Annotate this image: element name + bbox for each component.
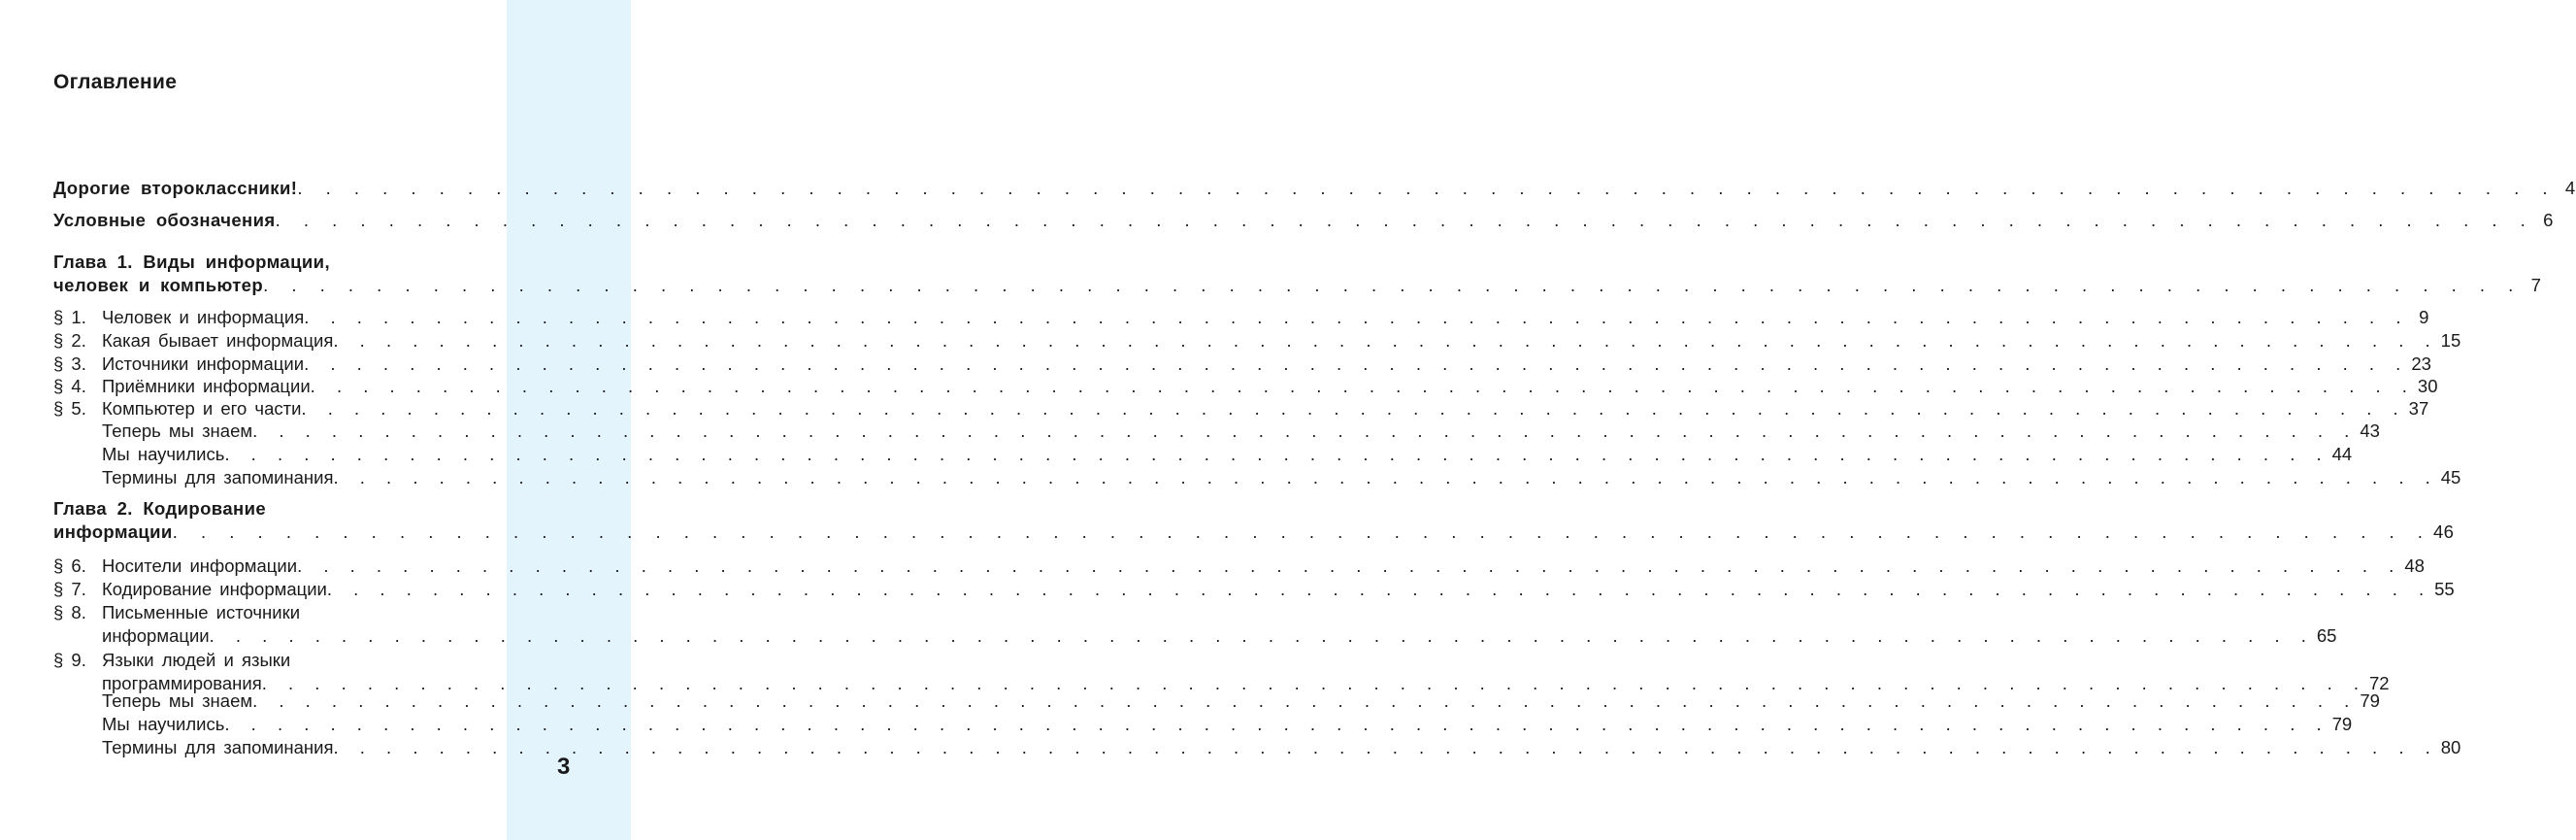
dot-leader: . . . . . . . . . . . . . . . . . . . . . . . . . . . . . . . . . . . . . . . . . . . . . . . . . . . . . . . . . . . . . . . . . . . . . . . . . . . . . . . .: [297, 555, 2401, 576]
entry-page-number: 30: [2417, 376, 2438, 396]
entry-title: Глава 2. Кодирование: [53, 498, 267, 519]
entry-title: Письменные источники: [102, 602, 301, 622]
section-number: § 9.: [53, 650, 86, 670]
toc-entry[interactable]: [53, 649, 2390, 694]
entry-title: Мы научились: [102, 444, 225, 464]
section-number: § 4.: [53, 376, 86, 396]
entry-title: Теперь мы знаем: [102, 690, 253, 711]
section-number: § 6.: [53, 555, 86, 576]
toc-entry[interactable]: [53, 443, 2353, 466]
entry-title: Человек и информация: [102, 307, 305, 327]
dot-leader: . . . . . . . . . . . . . . . . . . . . . . . . . . . . . . . . . . . . . . . . . . . . . . . . . . . . . . . . . . . . . . . . . . . . . . . . . . . . . . . .: [209, 624, 2313, 646]
entry-page-number: 7: [2530, 274, 2542, 295]
section-number: § 7.: [53, 579, 86, 599]
entry-page-number: 9: [2419, 307, 2429, 327]
dot-leader: . . . . . . . . . . . . . . . . . . . . . . . . . . . . . . . . . . . . . . . . . . . . . . . . . . . . . . . . . . . . . . . . . . . . . . . . . . . . . . . .: [224, 444, 2328, 464]
dot-leader: . . . . . . . . . . . . . . . . . . . . . . . . . . . . . . . . . . . . . . . . . . . . . . . . . . . . . . . . . . . . . . . . . . . . . . . . . . . . . . . .: [252, 690, 2357, 711]
dot-leader: . . . . . . . . . . . . . . . . . . . . . . . . . . . . . . . . . . . . . . . . . . . . . . . . . . . . . . . . . . . . . . . . . . . . . . . . . . . . . . . .: [304, 353, 2408, 374]
page-number: 3: [557, 754, 571, 780]
entry-title: Кодирование информации: [102, 579, 327, 599]
entry-title: Термины для запоминания: [102, 467, 334, 487]
toc-entry[interactable]: [53, 736, 2461, 759]
dot-leader: . . . . . . . . . . . . . . . . . . . . . . . . . . . . . . . . . . . . . . . . . . . . . . . . . . . . . . . . . . . . . . . . . . . . . . . . . . . . . . . .: [261, 672, 2365, 693]
toc-entry[interactable]: [53, 420, 2380, 443]
entry-title: информации: [53, 521, 173, 542]
entry-page-number: 79: [2331, 714, 2353, 734]
toc-entry[interactable]: [53, 209, 2554, 232]
section-number: § 2.: [53, 330, 86, 351]
entry-title: Мы научились: [102, 714, 225, 734]
entry-page-number: 37: [2408, 398, 2429, 419]
entry-page-number: 55: [2434, 579, 2455, 599]
entry-page-number: 65: [2316, 624, 2337, 646]
entry-title: Языки людей и языки: [102, 650, 291, 670]
toc-entry[interactable]: [53, 466, 2461, 489]
dot-leader: . . . . . . . . . . . . . . . . . . . . . . . . . . . . . . . . . . . . . . . . . . . . . . . . . . . . . . . . . . . . . . . . . . . . . . . . . . . . . . . .: [310, 376, 2414, 396]
toc-entry[interactable]: [53, 578, 2455, 601]
toc-entry[interactable]: [53, 497, 2455, 543]
entry-title: Дорогие второклассники!: [53, 178, 298, 198]
entry-title: информации: [102, 624, 210, 646]
dot-leader: . . . . . . . . . . . . . . . . . . . . . . . . . . . . . . . . . . . . . . . . . . . . . . . . . . . . . . . . . . . . . . . . . . . . . . . . . . . . . . . .: [172, 521, 2429, 542]
toc-entry[interactable]: [53, 306, 2429, 329]
entry-page-number: 43: [2360, 420, 2380, 441]
entry-page-number: 45: [2440, 467, 2461, 487]
dot-leader: . . . . . . . . . . . . . . . . . . . . . . . . . . . . . . . . . . . . . . . . . . . . . . . . . . . . . . . . . . . . . . . . . . . . . . . . . . . . . . . .: [252, 420, 2357, 441]
section-number: § 5.: [53, 398, 86, 419]
entry-page-number: 44: [2331, 444, 2353, 464]
entry-title: Какая бывает информация: [102, 330, 334, 351]
entry-page-number: 72: [2369, 672, 2390, 693]
dot-leader: . . . . . . . . . . . . . . . . . . . . . . . . . . . . . . . . . . . . . . . . . . . . . . . . . . . . . . . . . . . . . . . . . . . . . . . . . . . . . . . .: [297, 178, 2555, 198]
toc-entry[interactable]: [53, 353, 2431, 376]
entry-title: Условные обозначения: [53, 210, 276, 230]
dot-leader: . . . . . . . . . . . . . . . . . . . . . . . . . . . . . . . . . . . . . . . . . . . . . . . . . . . . . . . . . . . . . . . . . . . . . . . . . . . . . . . .: [275, 210, 2532, 230]
entry-title: человек и компьютер: [53, 274, 264, 295]
entry-title: Теперь мы знаем: [102, 420, 253, 441]
entry-page-number: 15: [2440, 330, 2461, 351]
entry-title: Термины для запоминания: [102, 737, 334, 757]
entry-page-number: 48: [2404, 555, 2425, 576]
entry-page-number: 79: [2360, 690, 2380, 711]
entry-title: Носители информации: [102, 555, 298, 576]
entry-page-number: 4: [2564, 178, 2576, 198]
dot-leader: . . . . . . . . . . . . . . . . . . . . . . . . . . . . . . . . . . . . . . . . . . . . . . . . . . . . . . . . . . . . . . . . . . . . . . . . . . . . . . . .: [224, 714, 2328, 734]
entry-title: Приёмники информации: [102, 376, 311, 396]
dot-leader: . . . . . . . . . . . . . . . . . . . . . . . . . . . . . . . . . . . . . . . . . . . . . . . . . . . . . . . . . . . . . . . . . . . . . . . . . . . . . . . .: [333, 467, 2437, 487]
dot-leader: . . . . . . . . . . . . . . . . . . . . . . . . . . . . . . . . . . . . . . . . . . . . . . . . . . . . . . . . . . . . . . . . . . . . . . . . . . . . . . . .: [326, 579, 2431, 599]
dot-leader: . . . . . . . . . . . . . . . . . . . . . . . . . . . . . . . . . . . . . . . . . . . . . . . . . . . . . . . . . . . . . . . . . . . . . . . . . . . . . . . .: [333, 330, 2437, 351]
entry-title: Источники информации: [102, 353, 305, 374]
entry-title: Глава 1. Виды информации,: [53, 252, 330, 272]
toc-entry[interactable]: [53, 329, 2461, 353]
section-number: § 3.: [53, 353, 86, 374]
entry-page-number: 6: [2543, 210, 2554, 230]
entry-page-number: 23: [2411, 353, 2431, 374]
toc-entry[interactable]: [53, 601, 2337, 647]
entry-page-number: 46: [2432, 521, 2455, 542]
entry-page-number: 80: [2440, 737, 2461, 757]
dot-leader: . . . . . . . . . . . . . . . . . . . . . . . . . . . . . . . . . . . . . . . . . . . . . . . . . . . . . . . . . . . . . . . . . . . . . . . . . . . . . . . .: [301, 398, 2405, 419]
toc-entry[interactable]: [53, 713, 2353, 736]
section-number: § 1.: [53, 307, 86, 327]
toc-entry[interactable]: [53, 689, 2380, 713]
toc-entry[interactable]: [53, 177, 2576, 200]
section-number: § 8.: [53, 602, 86, 622]
page-title: Оглавление: [53, 71, 178, 93]
toc-entry[interactable]: [53, 397, 2429, 420]
dot-leader: . . . . . . . . . . . . . . . . . . . . . . . . . . . . . . . . . . . . . . . . . . . . . . . . . . . . . . . . . . . . . . . . . . . . . . . . . . . . . . . .: [333, 737, 2437, 757]
dot-leader: . . . . . . . . . . . . . . . . . . . . . . . . . . . . . . . . . . . . . . . . . . . . . . . . . . . . . . . . . . . . . . . . . . . . . . . . . . . . . . . .: [304, 307, 2408, 327]
toc-entry[interactable]: [53, 375, 2438, 398]
dot-leader: . . . . . . . . . . . . . . . . . . . . . . . . . . . . . . . . . . . . . . . . . . . . . . . . . . . . . . . . . . . . . . . . . . . . . . . . . . . . . . . .: [263, 274, 2521, 295]
entry-title: Компьютер и его части: [102, 398, 302, 419]
toc-entry[interactable]: [53, 554, 2425, 578]
entry-title: программирования: [102, 672, 262, 693]
toc-entry[interactable]: [53, 251, 2542, 296]
